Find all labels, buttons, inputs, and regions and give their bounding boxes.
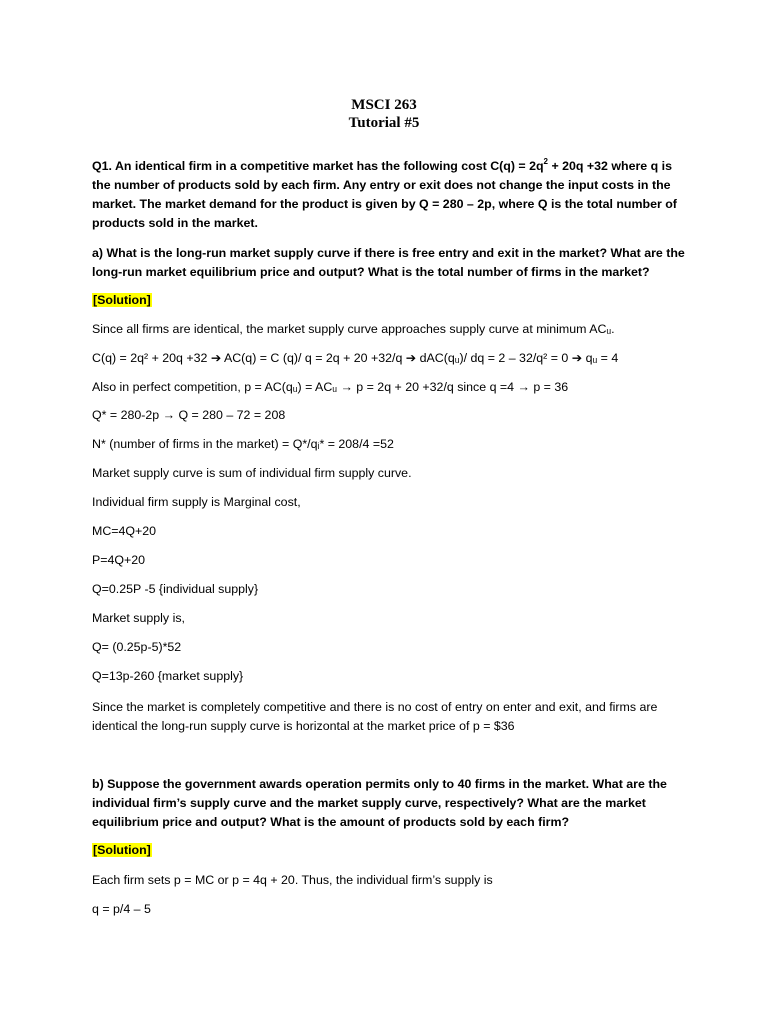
solution-label: [Solution] <box>93 293 151 307</box>
q1-line-1: Q1. An identical firm in a competitive market has the following cost $C(q) = 2q^2 + 20q +32$ where q is <box>92 156 672 173</box>
part-a-line-12: Q= (0.25p-5)*52 <box>92 640 182 654</box>
part-a-line-3: Also in perfect competition, p = AC(qᵤ) = ACᵤ → p = 2q + 20 +32/q since q =4 → p = 36 <box>92 380 569 394</box>
part-a-line-4: Q* = 280-2p → Q = 280 – 72 = 208 <box>92 408 286 422</box>
part-a-line-9: P=4Q+20 <box>92 553 146 567</box>
part-a-line-2: C(q) = 2q² + 20q +32 ➔ AC(q) = C (q)/ q = 2q + 20 +32/q ➔ dAC(qᵤ)/ dq = 2 – 32/q² = 0 ➔ qᵤ = 4 <box>92 351 619 365</box>
q1-line-3: market. The market demand for the product is given by Q = 280 – 2p, where Q is the total number of <box>92 197 677 211</box>
part-a-line-13: Q=13p-260 {market supply} <box>92 669 244 683</box>
part-b-question-line-2: individual firm’s supply curve and the market supply curve, respectively? What are the market <box>92 796 646 810</box>
q1-line-4: products sold in the market. <box>92 216 258 230</box>
part-a-solution-label-row <box>92 291 672 310</box>
part-a-line-7: Individual firm supply is Marginal cost, <box>92 495 301 509</box>
part-b-line-1: Each firm sets p = MC or p = 4q + 20. Thus, the individual firm’s supply is <box>92 873 493 887</box>
part-b-question-line-1: b) Suppose the government awards operation permits only to 40 firms in the market. What are the <box>92 777 667 791</box>
course-title: MSCI 263 <box>351 97 417 113</box>
part-a-line-5: N* (number of firms in the market) = Q*/qᵢ* = 208/4 =52 <box>92 437 394 451</box>
solution-label: [Solution] <box>93 843 151 857</box>
part-a-line-6: Market supply curve is sum of individual firm supply curve. <box>92 466 412 480</box>
part-a-question-line-1: a) What is the long-run market supply curve if there is free entry and exit in the market? What are the <box>92 246 685 260</box>
q1-line-2: the number of products sold by each firm. Any entry or exit does not change the input costs in the <box>92 178 671 192</box>
part-a-line-1: Since all firms are identical, the market supply curve approaches supply curve at minimum ACᵤ. <box>92 322 615 336</box>
part-a-question-line-2: long-run market equilibrium price and output? What is the total number of firms in the market? <box>92 265 650 279</box>
part-b-solution-label-row <box>92 841 672 860</box>
part-b-line-2: q = p/4 – 5 <box>92 902 151 916</box>
part-a-line-8: MC=4Q+20 <box>92 524 157 538</box>
part-b-question-line-3: equilibrium price and output? What is the amount of products sold by each firm? <box>92 815 570 829</box>
part-a-line-10: Q=0.25P -5 {individual supply} <box>92 582 259 596</box>
part-a-conclusion-line-1: Since the market is completely competitive and there is no cost of entry on enter and exit, and firms are <box>92 700 658 714</box>
tutorial-title: Tutorial #5 <box>348 115 420 131</box>
part-a-conclusion-line-2: identical the long-run supply curve is horizontal at the market price of p = $36 <box>92 719 515 733</box>
part-a-line-11: Market supply is, <box>92 611 185 625</box>
